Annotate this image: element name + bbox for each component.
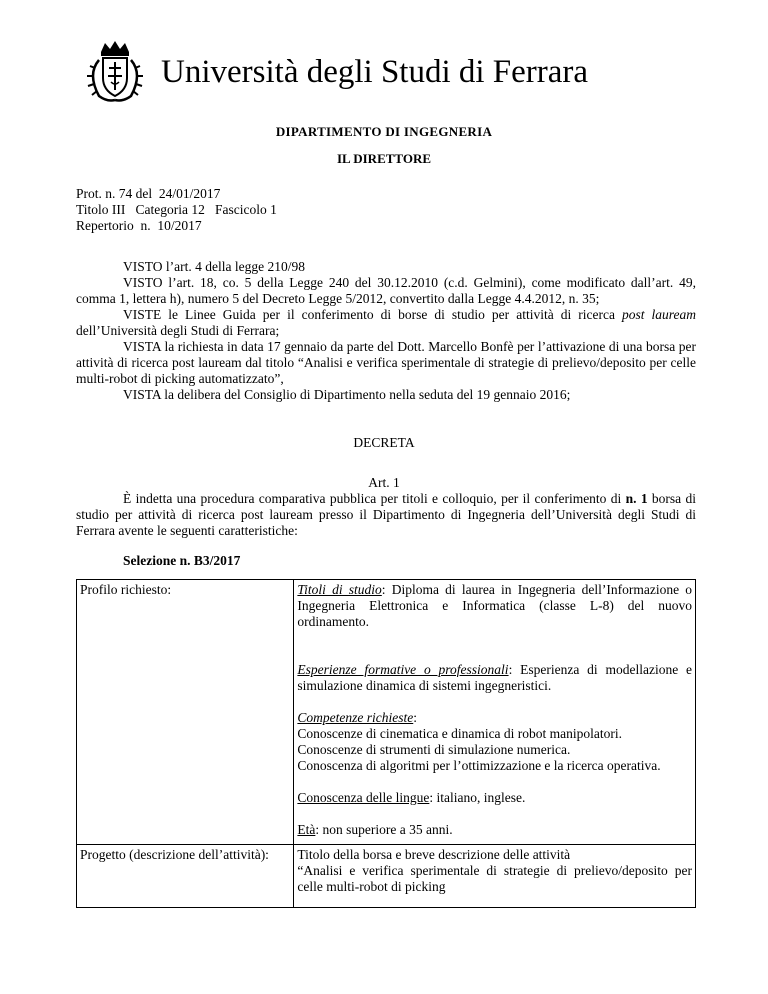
protocol-classification: Titolo III Categoria 12 Fascicolo 1 [76,202,277,217]
department-name: DIPARTIMENTO DI INGEGNERIA [275,124,493,139]
profile-label: Profilo richiesto: [77,580,294,845]
preamble-paragraph: VISTA la delibera del Consiglio di Dipartimento nella seduta del 19 gennaio 2016; [123,387,571,402]
protocol-repertory: Repertorio n. 10/2017 [76,218,202,233]
article-text: È indetta una procedura comparativa pubblica per titoli e colloquio, per il conferimento di n. 1 borsa di studio per attività di ricerca post lauream presso il Dipartimento di Ingegneria dell’Università degli Studi di Ferrara avente le seguenti caratteristiche: [76,491,696,538]
selection-number: Selezione n. B3/2017 [123,553,241,568]
protocol-block [76,186,277,234]
project-label: Progetto (descrizione dell’attività): [77,845,294,908]
preamble [76,259,696,403]
article-heading: Art. 1 [368,475,400,490]
preamble-paragraph: VISTO l’art. 18, co. 5 della Legge 240 del 30.12.2010 (c.d. Gelmini), come modificato dall’art. 49, comma 1, lettera h), numero 5 del Decreto Legge 5/2012, convertito dalla Legge 4.4.2012, n. 35; [76,275,696,306]
letterhead [75,38,715,108]
preamble-paragraph: VISTA la richiesta in data 17 gennaio da parte del Dott. Marcello Bonfè per l’attivazione di una borsa per attività di ricerca post lauream dal titolo “Analisi e verifica sperimentale di strategie di prelievo/deposito per celle multi-robot di picking automatizzato”, [76,339,696,386]
preamble-paragraph: VISTE le Linee Guida per il conferimento di borse di studio per attività di ricerca post lauream dell’Università degli Studi di Ferrara; [76,307,697,338]
university-name: Università degli Studi di Ferrara [161,54,589,90]
director-heading: IL DIRETTORE [336,151,432,166]
profile-details: Titoli di studio: Diploma di laurea in Ingegneria dell’Informazione o Ingegneria Elettronica e Informatica (classe L-8) del nuovo ordinamento. Esperienze formative o professionali: Esperienza di modellazione e simulazione dinamica di sistemi ingegneristici. Competenze richieste: Conoscenze di cinematica e dinamica di robot manipolatori. Conoscenze di strumenti di simulazione numerica. Conoscenza di algoritmi per l’ottimizzazione e la ricerca operativa. Conoscenza delle lingue: italiano, inglese. Età: non superiore a 35 anni. [294,580,696,845]
preamble-paragraph: VISTO l’art. 4 della legge 210/98 [123,259,305,274]
table-row [77,580,696,845]
table-row [77,845,696,908]
protocol-number: Prot. n. 74 del 24/01/2017 [76,186,221,201]
university-crest-icon [75,38,155,108]
decree-heading: DECRETA [353,435,415,450]
requirements-table [76,579,696,908]
project-details: Titolo della borsa e breve descrizione delle attività “Analisi e verifica sperimentale di strategie di prelievo/deposito per celle multi-robot di picking [294,845,696,908]
